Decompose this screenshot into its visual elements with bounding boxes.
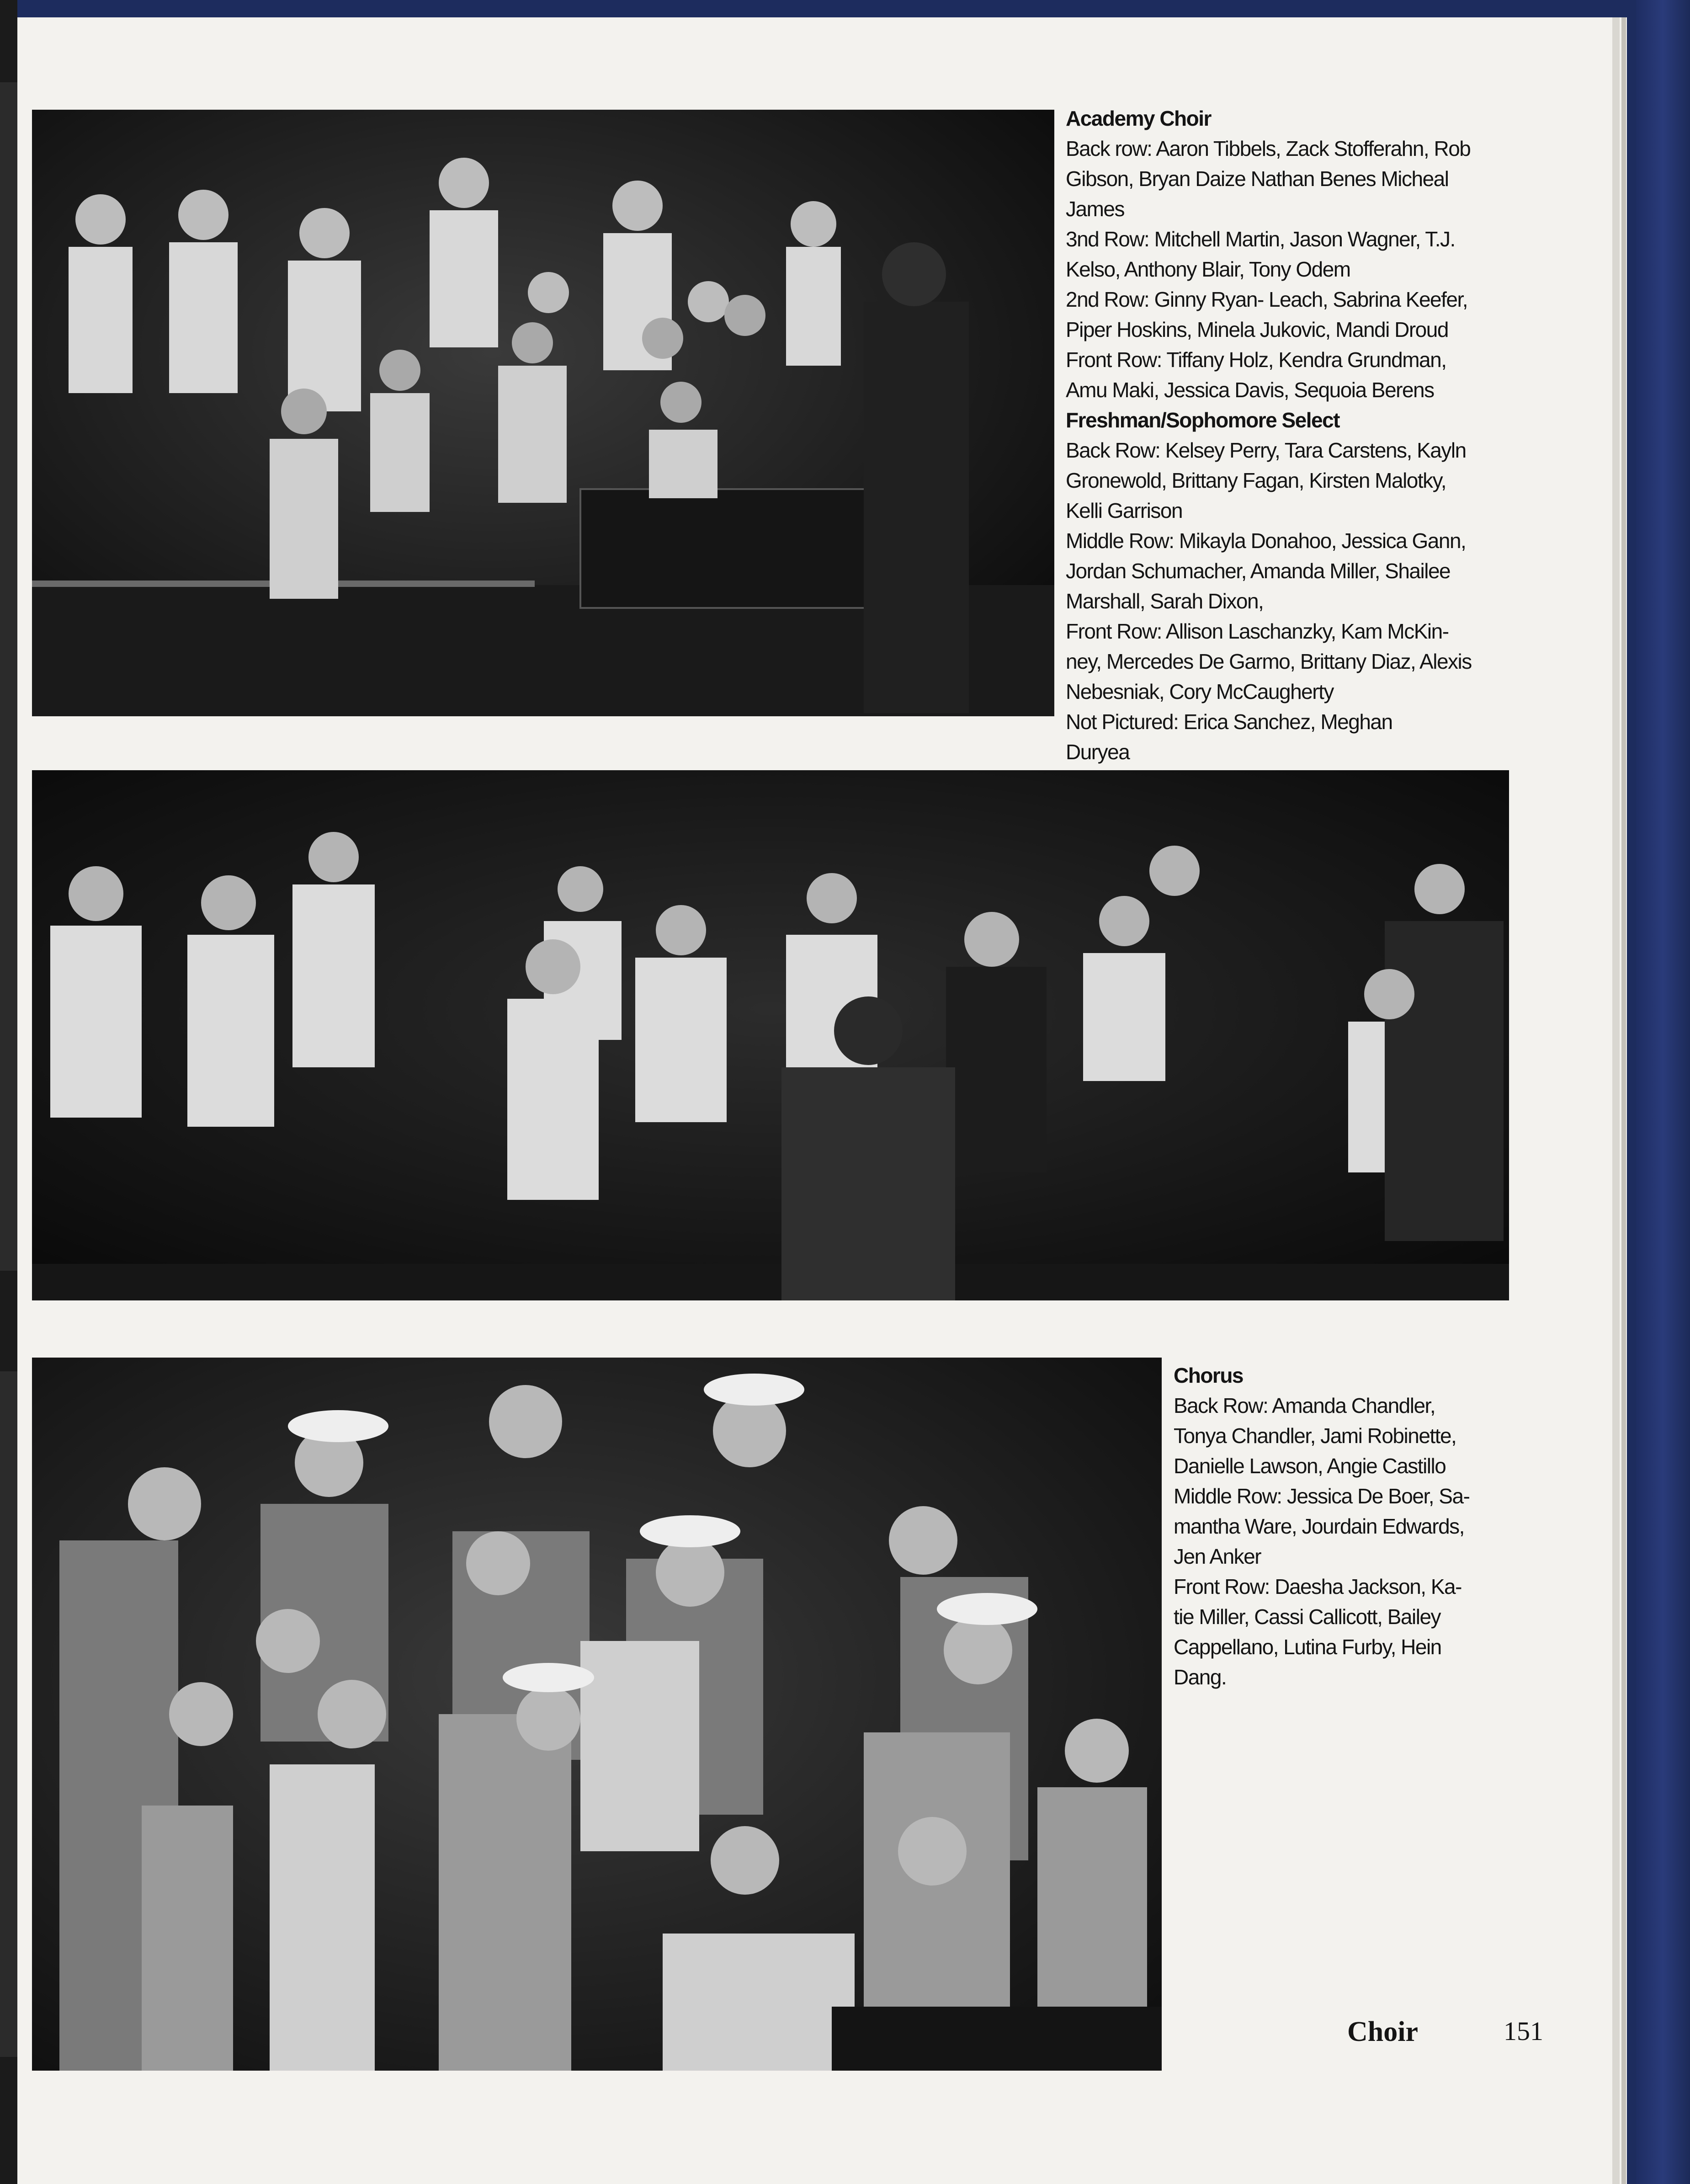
caption-line: Gronewold, Brittany Fagan, Kirsten Malotky, (1066, 469, 1446, 492)
caption-line: James (1066, 197, 1124, 221)
caption-line: Kelli Garrison (1066, 499, 1183, 522)
chorus-caption (1174, 1360, 1521, 1692)
caption-line: Middle Row: Mikayla Donahoo, Jessica Gann, (1066, 529, 1466, 553)
caption-line: Back Row: Amanda Chandler, (1174, 1394, 1435, 1417)
caption-line: Jen Anker (1174, 1545, 1261, 1568)
freshman-sophomore-select-photo (32, 770, 1509, 1300)
caption-line: Jordan Schumacher, Amanda Miller, Shailee (1066, 559, 1451, 583)
caption-line: ney, Mercedes De Garmo, Brittany Diaz, Alexis (1066, 650, 1472, 673)
caption-line: mantha Ware, Jourdain Edwards, (1174, 1514, 1464, 1538)
caption-line: Middle Row: Jessica De Boer, Sa- (1174, 1484, 1470, 1508)
chorus-photo (32, 1358, 1162, 2071)
caption-line: Piper Hoskins, Minela Jukovic, Mandi Droud (1066, 318, 1448, 341)
caption-line: Kelso, Anthony Blair, Tony Odem (1066, 257, 1350, 281)
section-title: Choir (1347, 2016, 1418, 2047)
page-edge (1612, 17, 1620, 2184)
caption-line: Front Row: Allison Laschanzky, Kam McKin- (1066, 619, 1449, 643)
caption-line: 3nd Row: Mitchell Martin, Jason Wagner, T.J. (1066, 227, 1455, 251)
caption-line: Back row: Aaron Tibbels, Zack Stofferahn, Rob (1066, 137, 1471, 160)
caption-line: 2nd Row: Ginny Ryan- Leach, Sabrina Keefer, (1066, 288, 1468, 311)
caption-line: Marshall, Sarah Dixon, (1066, 589, 1264, 613)
caption-line: tie Miller, Cassi Callicott, Bailey (1174, 1605, 1441, 1629)
caption-line: Amu Maki, Jessica Davis, Sequoia Berens (1066, 378, 1434, 402)
chorus-heading: Chorus (1174, 1364, 1243, 1387)
caption-line: Not Pictured: Erica Sanchez, Meghan (1066, 710, 1392, 734)
academy-choir-photo (32, 110, 1054, 716)
caption-line: Back Row: Kelsey Perry, Tara Carstens, Kayln (1066, 438, 1466, 462)
caption-line: Duryea (1066, 740, 1130, 764)
caption-line: Danielle Lawson, Angie Castillo (1174, 1454, 1446, 1478)
academy-choir-heading: Academy Choir (1066, 107, 1211, 130)
caption-line: Front Row: Daesha Jackson, Ka- (1174, 1575, 1461, 1598)
caption-line: Front Row: Tiffany Holz, Kendra Grundman, (1066, 348, 1446, 372)
page-number: 151 (1504, 2016, 1543, 2046)
caption-line: Tonya Chandler, Jami Robinette, (1174, 1424, 1456, 1448)
caption-line: Nebesniak, Cory McCaugherty (1066, 680, 1334, 703)
book-cover-edge (1636, 0, 1690, 2184)
caption-line: Gibson, Bryan Daize Nathan Benes Micheal (1066, 167, 1449, 191)
freshman-sophomore-heading: Freshman/Sophomore Select (1066, 408, 1339, 432)
academy-choir-caption (1066, 103, 1559, 767)
binding-strip (0, 0, 17, 2184)
caption-line: Dang. (1174, 1665, 1227, 1689)
page-edge (1621, 17, 1626, 2184)
caption-line: Cappellano, Lutina Furby, Hein (1174, 1635, 1441, 1659)
